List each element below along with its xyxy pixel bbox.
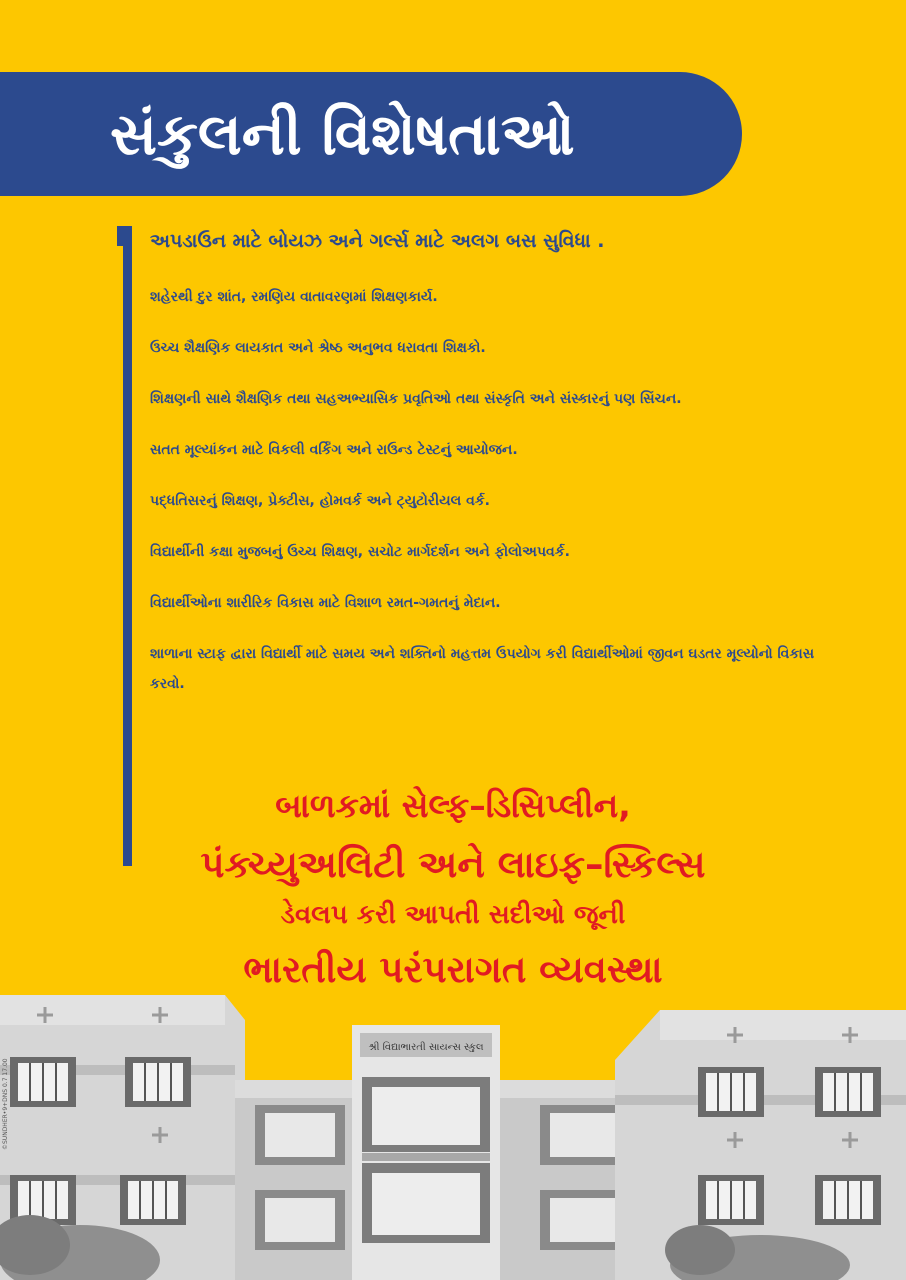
feature-item: ઉચ્ચ શૈક્ષણિક લાયકાત અને શ્રેષ્ઠ અનુભવ ધરાવતા શિક્ષકો. <box>150 340 486 356</box>
slogan-line-3: ડેવલપ કરી આપતી સદીઓ જૂની <box>280 900 626 930</box>
page-title: સંકુલની વિશેષતાઓ <box>110 100 575 168</box>
feature-item: સતત મૂલ્યાંકન માટે વિકલી વર્કિંગ અને રાઉન્ડ ટેસ્ટનું આયોજન. <box>150 442 518 458</box>
image-credit: ©SUNDHER•9+DNS 0.7 17.00 <box>2 1058 9 1150</box>
feature-item: વિદ્યાર્થીઓના શારીરિક વિકાસ માટે વિશાળ રમત-ગમતનું મેદાન. <box>150 595 501 611</box>
slogan-line-1: બાળકમાં સેલ્ફ–ડિસિપ્લીન, <box>275 786 631 825</box>
feature-item: શાળાના સ્ટાફ દ્વારા વિદ્યાર્થી માટે સમય અને શક્તિનો મહત્તમ ઉપયોગ કરી વિદ્યાર્થીઓમાં જીવન ઘડતર મૂલ્યોનો વિકાસ કરવો. <box>150 646 815 692</box>
school-building-photo <box>0 985 906 1280</box>
slogan-line-4: ભારતીય પરંપરાગત વ્યવસ્થા <box>243 948 663 991</box>
headline: અપડાઉન માટે બોયઝ અને ગર્લ્સ માટે અલગ બસ સુવિધા . <box>150 230 605 252</box>
feature-list <box>150 282 840 699</box>
feature-item: શહેરથી દુર શાંત, રમણિય વાતાવરણમાં શિક્ષણકાર્ય. <box>150 289 438 305</box>
building-sign: શ્રી વિદ્યાભારતી સાયન્સ સ્કુલ <box>368 1042 484 1053</box>
feature-item: વિદ્યાર્થીની કક્ષા મુજબનું ઉચ્ચ શિક્ષણ, સચોટ માર્ગદર્શન અને ફોલોઅપવર્ક. <box>150 544 570 560</box>
accent-bar-cap <box>117 226 131 246</box>
slogan-line-2: પંક્ચ્યુઅલિટી અને લાઇફ–સ્કિલ્સ <box>200 843 706 886</box>
feature-item: શિક્ષણની સાથે શૈક્ષણિક તથા સહઅભ્યાસિક પ્રવૃતિઓ તથા સંસ્કૃતિ અને સંસ્કારનું પણ સિંચન. <box>150 391 682 407</box>
accent-bar <box>123 226 132 866</box>
feature-item: પદ્ધતિસરનું શિક્ષણ, પ્રેક્ટીસ, હોમવર્ક અને ટ્યુટોરીયલ વર્ક. <box>150 493 490 509</box>
